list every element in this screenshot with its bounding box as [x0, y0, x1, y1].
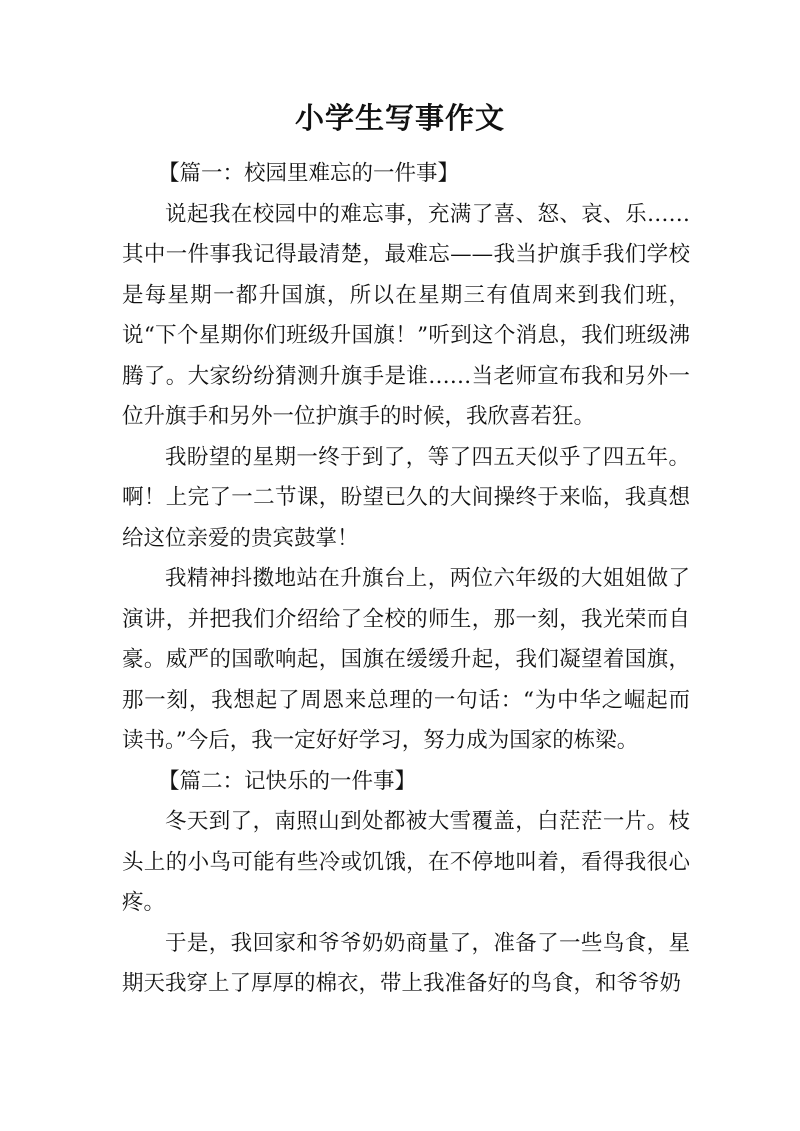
section-heading: 【篇一：校园里难忘的一件事】 [158, 161, 460, 186]
paragraph: 我盼望的星期一终于到了，等了四五天似乎了四五年。啊！上完了一二节课，盼望已久的大间操终于来临，我真想给这位亲爱的贵宾鼓掌！ [122, 444, 690, 551]
paragraph: 说起我在校园中的难忘事，充满了喜、怒、哀、乐……其中一件事我记得最清楚，最难忘——我当护旗手我们学校是每星期一都升国旗，所以在星期三有值周来到我们班，说“下个星期你们班级升国旗！”听到这个消息，我们班级沸腾了。大家纷纷猜测升旗手是谁……当老师宣布我和另外一位升旗手和另外一位护旗手的时候，我欣喜若狂。 [122, 201, 690, 429]
paragraph: 冬天到了，南照山到处都被大雪覆盖，白茫茫一片。枝头上的小鸟可能有些冷或饥饿，在不停地叫着，看得我很心疼。 [122, 809, 690, 915]
paragraph: 于是，我回家和爷爷奶奶商量了，准备了一些鸟食，星期天我穿上了厚厚的棉衣，带上我准备好的鸟食，和爷爷奶 [122, 930, 690, 996]
document-title: 小学生写事作文 [294, 101, 505, 135]
document-body [122, 154, 690, 1005]
paragraph: 我精神抖擞地站在升旗台上，两位六年级的大姐姐做了演讲，并把我们介绍给了全校的师生，那一刻，我光荣而自豪。威严的国歌响起，国旗在缓缓升起，我们凝望着国旗，那一刻，我想起了周恩来总理的一句话：“为中华之崛起而读书。”今后，我一定好好学习，努力成为国家的栋梁。 [122, 566, 690, 753]
section-heading: 【篇二：记快乐的一件事】 [158, 768, 417, 794]
